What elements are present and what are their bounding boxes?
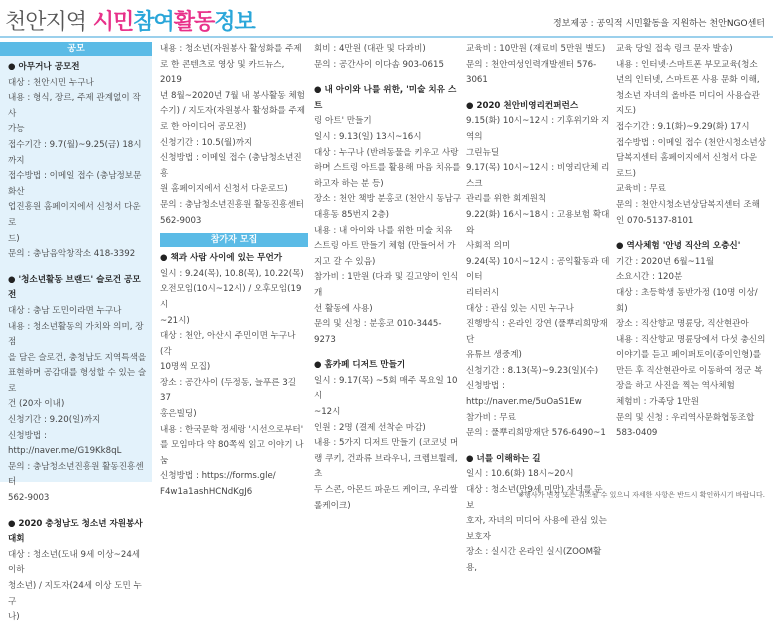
column-3	[314, 42, 462, 514]
text-line: 원 홈페이지에서 신청서 다운로드)	[160, 184, 288, 195]
text-line: 문의 : 충남청소년진흥원 활동진흥센터	[8, 461, 144, 488]
text-line: 문의 : 천안시청소년상담복지센터 조해	[616, 199, 760, 210]
text-line: 내용 : 청소년활동의 가치와 의미, 장점	[8, 321, 144, 348]
text-line: 신청방법 : 이메일 접수 (충남청소년진흥	[160, 153, 302, 179]
text-line: 문의 및 신청 : 우리역사문화협동조합	[616, 412, 755, 423]
text-line: 회비 : 4만원 (대관 및 다과비)	[314, 44, 426, 54]
column-5	[616, 42, 766, 442]
text-line: 리터러시	[466, 287, 500, 298]
text-line: 대상 : 누구나 (반려동물을 키우고 사랑	[314, 147, 459, 158]
text-line: 스트링 아트 만들기 체험 (만들어서 가	[314, 241, 456, 252]
text-line: 신청방법 : http://naver.me/G19Kk8qL	[8, 430, 122, 457]
text-line: 내용 : 내 아이와 나를 위한 미술 치유	[314, 225, 453, 236]
text-line: 562-9003	[8, 493, 50, 504]
column-2	[160, 42, 308, 501]
text-line: 인원 : 2명 (결제 선착순 마감)	[314, 422, 426, 433]
text-line: 지고 갈 수 있음)	[314, 256, 376, 267]
text-line: 나)	[8, 612, 20, 623]
text-line: 신청기간 : 8.13(목)~9.23(일)(수)	[466, 365, 599, 376]
text-line: 참가비 : 1만원 (다과 및 길고양이 인식개	[314, 272, 459, 298]
spacer	[616, 229, 766, 239]
text-line: 접수방법 : 이메일 접수 (충남정보문화산	[8, 171, 142, 197]
item-heading: ● '청소년활동 브랜드' 슬로건 공모전	[8, 274, 141, 301]
text-line: 지도)	[616, 106, 636, 117]
text-line: 보호자	[466, 531, 491, 542]
text-line: 접수기간 : 9.1(화)~9.29(화) 17시	[616, 121, 750, 132]
spacer	[8, 263, 148, 273]
text-line: 년 8월~2020년 7월 내 봉사활동 체험	[160, 90, 305, 101]
text-line: 신청방법 : http://naver.me/5uOaS1Ew	[466, 381, 582, 408]
text-line: 장소 : 직산향교 명륜당, 직산현관아	[616, 319, 749, 330]
text-line: 관리를 위한 회계원칙	[466, 194, 547, 205]
text-line: 롤케이크)	[314, 500, 351, 511]
title-part-activity: 활동	[173, 10, 215, 35]
column-2-lines-a	[160, 42, 308, 229]
title-part-participation: 참여	[133, 10, 174, 35]
text-line: 업진흥원 홈페이지에서 신청서 다운로	[8, 202, 141, 228]
item-heading: ● 2020 충청남도 청소년 자원봉사대회	[8, 518, 143, 545]
text-line: 기간 : 2020년 6월~11월	[616, 256, 715, 267]
text-line: 오전모임(10시~12시) / 오후모임(19시	[160, 284, 302, 310]
text-line: 일시 : 9.24(목), 10.8(목), 10.22(목)	[160, 268, 304, 279]
text-line: 문의 : 천안여성인력개발센터 576-3061	[466, 59, 597, 86]
text-line: 접수기간 : 9.7(월)~9.25(금) 18시까지	[8, 139, 142, 166]
text-line: 진행방식 : 온라인 강연 (풀뿌리희망재단	[466, 319, 608, 345]
text-line: ~21시)	[160, 315, 190, 326]
item-heading: ● 아무거나 공모전	[8, 62, 80, 72]
header-divider	[0, 36, 773, 38]
spacer	[466, 442, 612, 452]
text-line: 교육비 : 10만원 (재료비 5만원 별도)	[466, 44, 606, 54]
text-line: 대상 : 관심 있는 시민 누구나	[466, 303, 574, 314]
text-line: 대흥동 85번지 2층)	[314, 209, 390, 220]
text-line: 장을 하고 사진을 찍는 역사체험	[616, 381, 735, 392]
spacer	[314, 73, 462, 83]
text-line: 일시 : 10.6(화) 18시~20시	[466, 469, 574, 480]
text-line: 장소 : 천안 책방 분홍코 (천안시 동남구	[314, 194, 462, 205]
text-line: 하고자 하는 분 등)	[314, 178, 384, 189]
text-line: 10명씩 모집)	[160, 362, 211, 373]
text-line: 소요시간 : 120분	[616, 272, 683, 283]
text-line: 을 담은 슬로건, 충청남도 지역특색을	[8, 352, 147, 363]
text-line: 신청기간 : 9.20(일)까지	[8, 415, 101, 426]
text-line: 년의 인터넷, 스마트폰 사용 문화 이해,	[616, 75, 760, 86]
header	[0, 0, 773, 36]
text-line: 9.17(목) 10시~12시 : 비영리단체 리스크	[466, 163, 610, 189]
text-line: ~12시	[314, 407, 341, 418]
text-line: 로 한 콘텐츠로 영상 및 카드뉴스, 2019	[160, 59, 285, 86]
column-1-lines	[8, 60, 148, 626]
text-line: 문의 : 충남음악창작소 418-3392	[8, 249, 136, 260]
text-line: 내용 : 인터넷·스마트폰 부모교육(청소	[616, 59, 758, 70]
item-heading: ● 역사체험 '안녕 직산의 오층신'	[616, 241, 741, 252]
spacer	[8, 507, 148, 517]
text-line: 이야기를 듣고 페이퍼토이(종이인형)를	[616, 350, 761, 361]
text-line: 9.24(목) 10시~12시 : 공익활동과 데이터	[466, 256, 610, 283]
text-line: 인 070-5137-8101	[616, 215, 694, 226]
text-line: 청소년) / 지도자(24세 이상 도민 누구	[8, 581, 142, 607]
section-band-contest: 공모	[0, 42, 152, 56]
text-line: 사회적 의미	[466, 241, 511, 252]
text-line: 청소년 자녀의 올바른 미디어 사용습관	[616, 90, 760, 101]
text-line: 링 아트' 만들기	[314, 116, 372, 127]
text-line: 선 활동에 사용)	[314, 303, 373, 314]
item-heading: ● 너를 이해하는 길	[466, 453, 541, 464]
text-line: 내용 : 직산향교 명륜당에서 다섯 충신의	[616, 334, 766, 345]
text-line: 내용 : 청소년(자원봉사 활성화를 주제	[160, 44, 302, 54]
text-line: 신청방법 : https://forms.gle/	[160, 471, 276, 482]
text-line: 내용 : 5가지 디저트 만들기 (코코넛 머	[314, 438, 459, 449]
text-line: 562-9003	[160, 215, 202, 226]
text-line: 호자, 자녀의 미디어 사용에 관심 있는	[466, 516, 607, 527]
spacer	[314, 348, 462, 358]
text-line: 일시 : 9.17(목) ~5회 매주 목요일 10시	[314, 375, 458, 402]
text-line: 눔	[160, 455, 169, 466]
text-line: F4w1a1ashHCNdKgJ6	[160, 487, 253, 498]
item-heading: ● 2020 천안비영리컨퍼런스	[466, 100, 579, 111]
text-line: 대상 : 청소년(만9세 미만) 자녀를 둔 보	[466, 485, 603, 511]
text-line: 로드)	[616, 168, 636, 179]
text-line: 대상 : 천안, 아산시 주민이면 누구나 (각	[160, 331, 296, 357]
text-line: 접수방법 : 이메일 접수 (천안시청소년상	[616, 137, 767, 148]
section-band-recruit: 참가자 모집	[160, 233, 308, 247]
spacer	[466, 89, 612, 99]
text-line: 문의 : 충남청소년진흥원 활동진흥센터	[160, 199, 304, 210]
text-line: 장소 : 공간사이 (두정동, 늘푸른 3길 37	[160, 377, 297, 404]
text-line: 로 한 아이디어 공모전)	[160, 121, 247, 132]
text-line: 건 (20자 이내)	[8, 399, 65, 410]
text-line: 참가비 : 무료	[466, 412, 516, 423]
text-line: 교육 당일 접속 링크 문자 발송)	[616, 44, 733, 54]
title-part-region: 천안지역	[5, 10, 87, 35]
text-line: 를 모임마다 약 80쪽씩 읽고 이야기 나	[160, 440, 304, 451]
text-line: 대상 : 충남 도민이라면 누구나	[8, 305, 122, 316]
text-line: 표현하며 공감대를 형성할 수 있는 슬로	[8, 368, 147, 394]
text-line: 수기) / 지도자(자원봉사 활성화를 주제	[160, 106, 306, 117]
column-5-lines	[616, 42, 766, 442]
item-heading: ● 책과 사람 사이에 있는 무언가	[160, 253, 283, 264]
title-part-info: 정보	[214, 10, 255, 35]
text-line: 일시 : 9.13(일) 13시~16시	[314, 131, 422, 142]
text-line: 하며 스트링 아트를 활용해 마음 치유를	[314, 163, 461, 174]
text-line: 만든 후 직산현관아로 이동하여 정군 복	[616, 365, 763, 376]
text-line: 그린뉴딜	[466, 147, 500, 158]
text-line: 문의 : 공간사이 이다솜 903-0615	[314, 59, 444, 70]
footer-note: ※행사가 변경 또는 취소될 수 있으니 자세한 사항은 반드시 확인하시기 바랍니다.	[518, 491, 765, 499]
text-line: 장소 : 실시간 온라인 실시(ZOOM활용,	[466, 547, 602, 573]
text-line: 체험비 : 가족당 1만원	[616, 397, 699, 408]
text-line: 9.22(화) 16시~18시 : 고용보험 확대와	[466, 209, 610, 236]
text-line: 신청기간 : 10.5(월)까지	[160, 137, 253, 148]
text-line: 홍은빌딩)	[160, 409, 197, 420]
text-line: 교육비 : 무료	[616, 184, 666, 195]
column-2-lines-b	[160, 251, 308, 501]
text-line: 대상 : 천안시민 누구나	[8, 77, 94, 88]
page-title	[5, 5, 255, 36]
text-line: 대상 : 청소년(도내 9세 이상~24세 이하	[8, 549, 141, 576]
text-line: 드)	[8, 233, 20, 244]
text-line: 대상 : 초등학생 동반가정 (10명 이상/회)	[616, 287, 758, 314]
text-line: 문의 및 신청 : 분홍코 010-3445-9273	[314, 319, 442, 345]
text-line: 내용 : 한국문학 정세랑 '시선으로부터'	[160, 424, 304, 435]
text-line: 랭 쿠키, 건과류 브라우니, 크렘브륄레, 초	[314, 453, 458, 480]
text-line: 담복지센터 홈페이지에서 신청서 다운	[616, 153, 758, 164]
text-line: 9.15(화) 10시~12시 : 기후위기와 지역의	[466, 116, 610, 142]
column-3-lines	[314, 42, 462, 514]
text-line: 유튜브 생중계)	[466, 350, 522, 361]
text-line: 내용 : 형식, 장르, 주제 관계없이 작사	[8, 93, 141, 119]
text-line: 두 스콘, 아몬드 파운드 케이크, 우리쌀	[314, 485, 458, 496]
text-line: 가능	[8, 124, 25, 135]
title-part-citizen: 시민	[92, 10, 134, 35]
item-heading: ● 홈카페 디저트 만들기	[314, 360, 406, 371]
source-credit: 정보제공 : 공익적 시민활동을 지원하는 천안NGO센터	[552, 19, 765, 29]
text-line: 583-0409	[616, 428, 658, 439]
item-heading: ● 내 아이와 나를 위한, '미술 치유 스트	[314, 85, 457, 111]
text-line: 문의 : 풀뿌리희망재단 576-6490~1	[466, 428, 606, 439]
column-1	[0, 42, 152, 623]
